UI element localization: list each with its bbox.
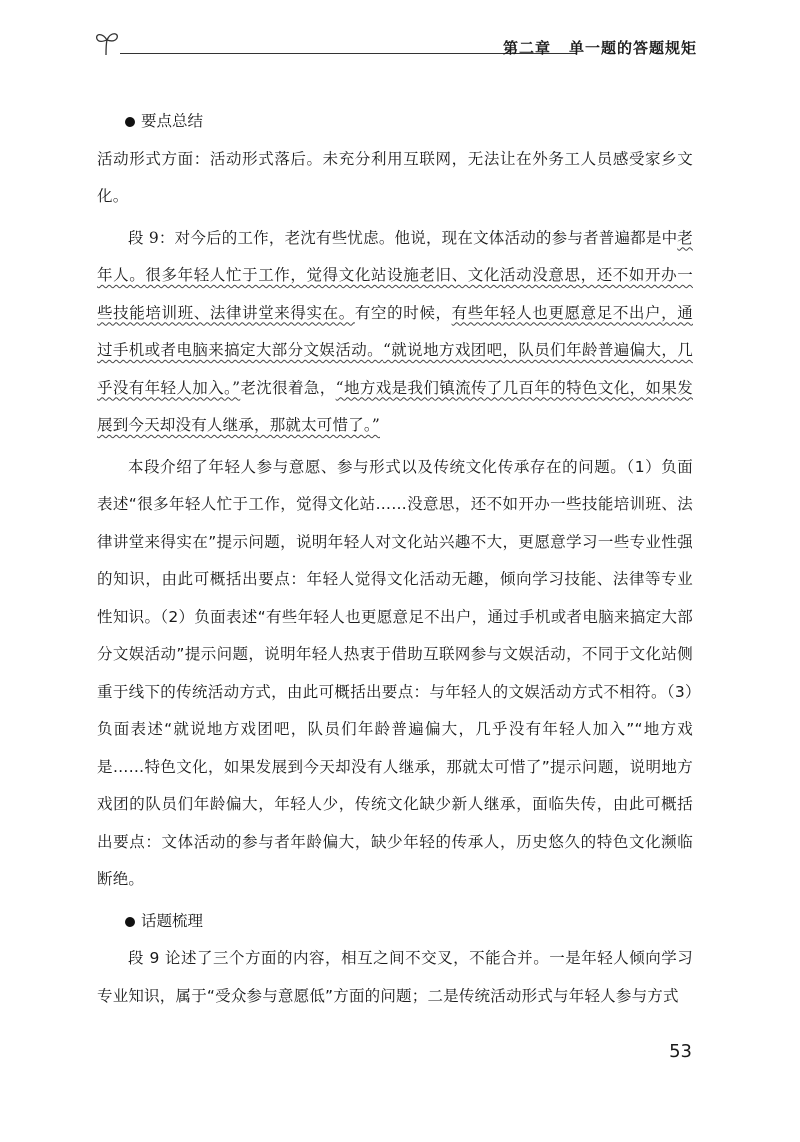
summary-text: 活动形式方面：活动形式落后。未充分利用互联网，无法让在外务工人员感受家乡文化。	[97, 149, 693, 205]
summary-heading-text: 要点总结	[141, 112, 204, 130]
topic-heading-text: 话题梳理	[141, 911, 204, 930]
page-body	[97, 103, 693, 1015]
topic-paragraph: 段 9 论述了三个方面的内容，相互之间不交叉，不能合并。一是年轻人倾向学习专业知识，属于“受众参与意愿低”方面的问题；二是传统活动形式与年轻人参与方式	[97, 949, 693, 1005]
passage-sentence-6: “就说地方戏团吧，队员们年龄普遍偏大，几乎没有年轻人加入。”	[97, 341, 693, 397]
passage-paragraph-9	[97, 220, 693, 445]
sprout-ornament-icon	[92, 28, 122, 58]
bullet-dot-icon	[125, 917, 135, 927]
header-title	[503, 37, 697, 58]
passage-sentence-1: 段 9：对今后的工作，老沈有些忧虑。他说，现在文体活动的参与者普遍都是中	[128, 228, 678, 247]
passage-sentence-8: “地方戏是我们镇流传了几百年的特色文化，如果发展到今天却没有人继承，那就太可惜了。”	[97, 378, 693, 434]
topic-heading	[97, 903, 693, 941]
passage-sentence-5: 有些年轻人也更愿意足不出户，通过手机或者电脑来搞定大部分文娱活动。	[97, 303, 693, 359]
chapter-label: 第二章	[502, 39, 551, 57]
passage-sentence-2: 老年人。	[97, 228, 693, 284]
running-header	[92, 28, 697, 68]
passage-sentence-4: 有空的时候，	[354, 303, 452, 322]
passage-sentence-3: 很多年轻人忙于工作，觉得文化站设施老旧、文化活动没意思，还不如开办一些技能培训班、法律讲堂来得实在。	[97, 266, 693, 322]
chapter-title: 单一题的答题规矩	[568, 39, 697, 57]
page-number: 53	[669, 1041, 692, 1062]
analysis-paragraph: 本段介绍了年轻人参与意愿、参与形式以及传统文化传承存在的问题。（1）负面表述“很多年轻人忙于工作，觉得文化站……没意思，还不如开办一些技能培训班、法律讲堂来得实在”提示问题，说明年轻人对文化站兴趣不大，更愿意学习一些专业性强的知识，由此可概括出要点：年轻人觉得文化活动无趣，倾向学习技能、法律等专业性知识。（2）负面表述“有些年轻人也更愿意足不出户，通过手机或者电脑来搞定大部分文娱活动”提示问题，说明年轻人热衷于借助互联网参与文娱活动，不同于文化站侧重于线下的传统活动方式，由此可概括出要点：与年轻人的文娱活动方式不相符。（3）负面表述“就说地方戏团吧，队员们年龄普遍偏大，几乎没有年轻人加入”“地方戏是……特色文化，如果发展到今天却没有人继承，那就太可惜了”提示问题，说明地方戏团的队员们年龄偏大，年轻人少，传统文化缺少新人继承，面临失传，由此可概括出要点：文体活动的参与者年龄偏大，缺少年轻的传承人，历史悠久的特色文化濒临断绝。	[97, 457, 693, 888]
bullet-dot-icon	[125, 117, 135, 127]
passage-sentence-7: 老沈很着急，	[240, 378, 336, 397]
summary-heading	[97, 103, 693, 141]
